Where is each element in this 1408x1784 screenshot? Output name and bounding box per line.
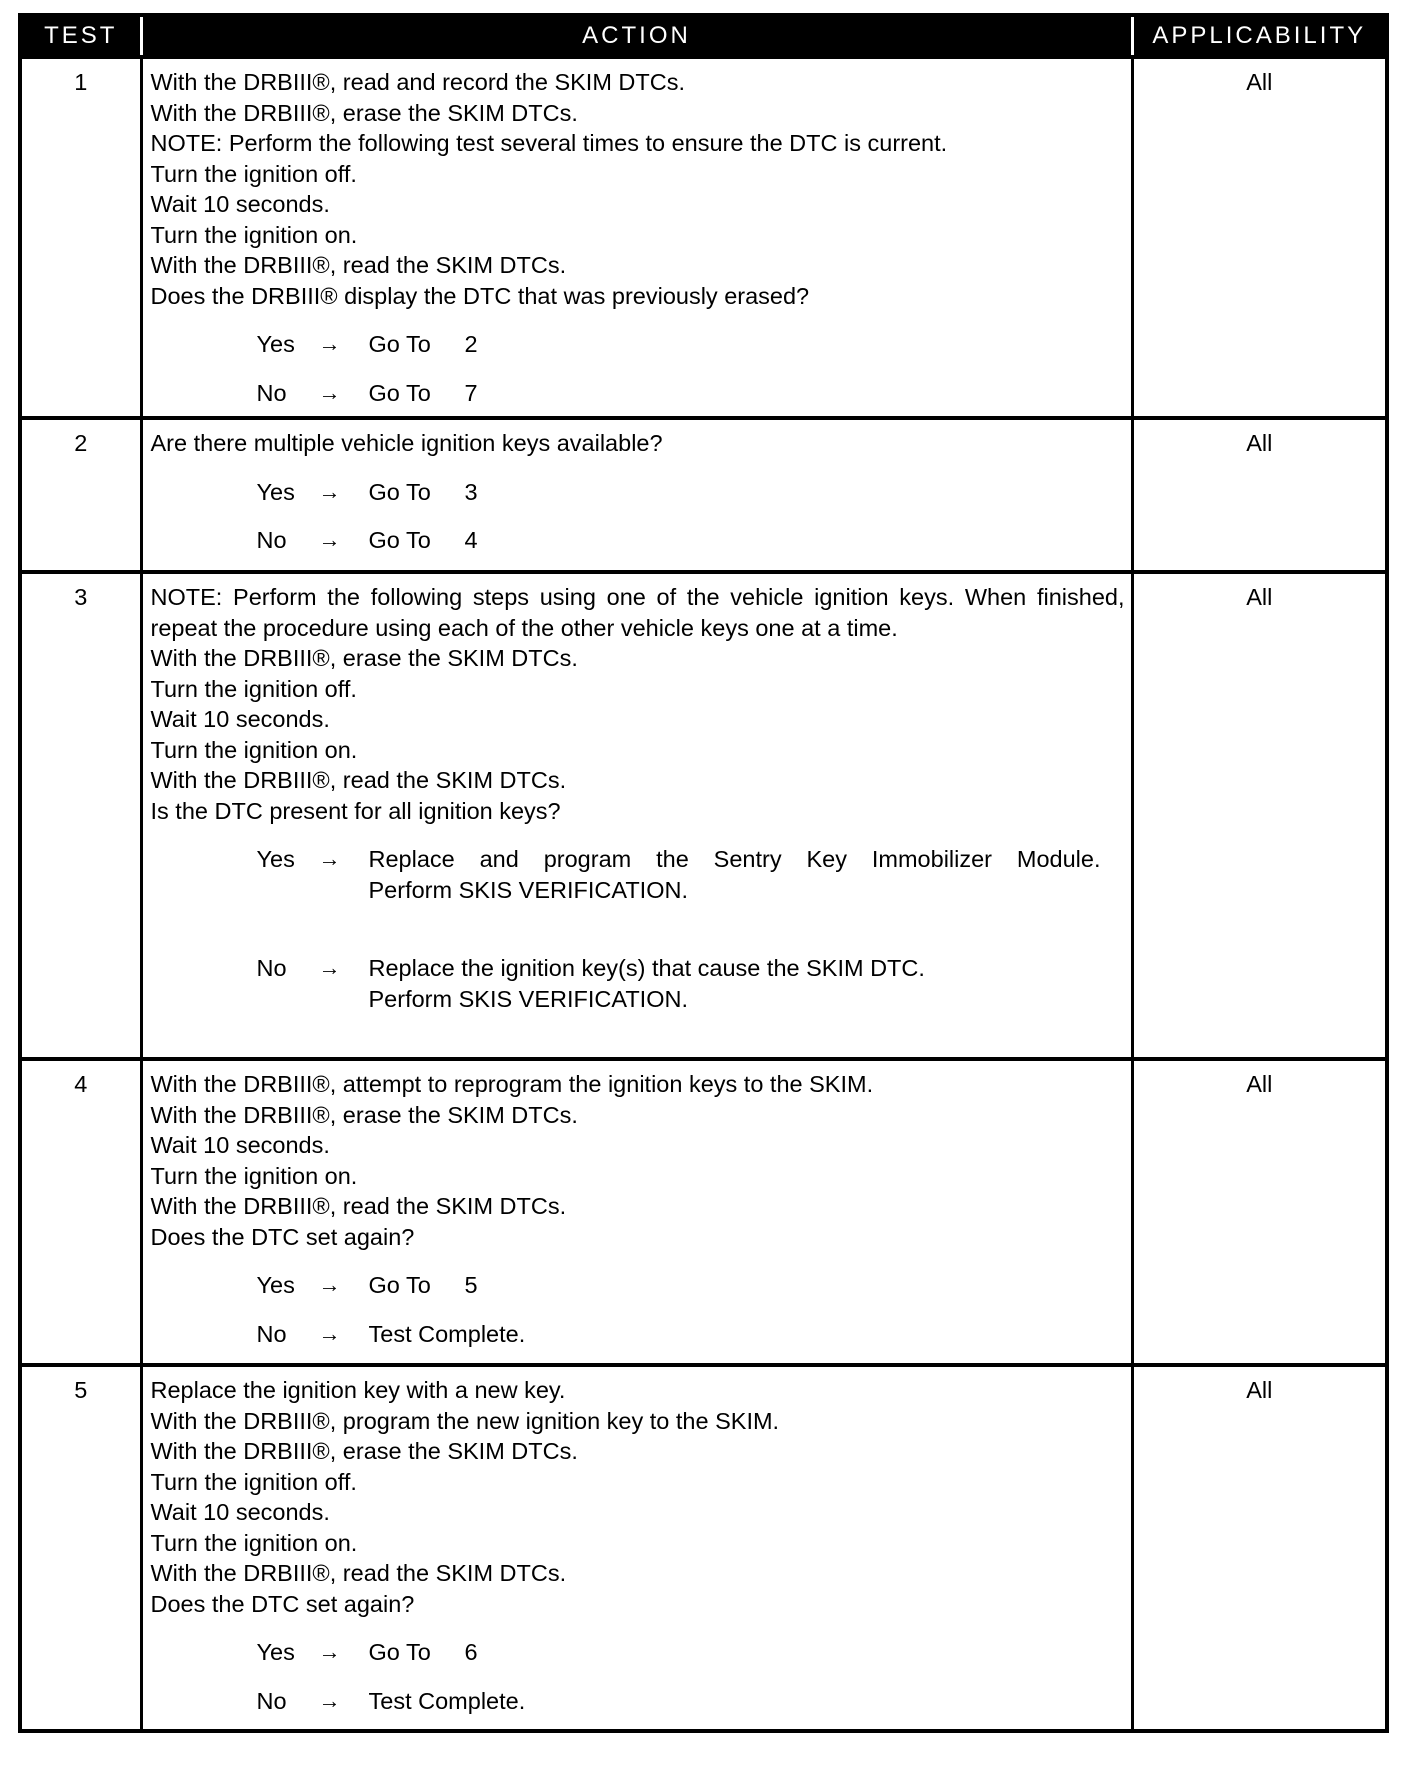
test-action bbox=[141, 1365, 1132, 1731]
answer-label: No bbox=[256, 955, 287, 981]
goto-target: 5 bbox=[464, 1272, 478, 1298]
action-step: With the DRBIII®, read the SKIM DTCs. bbox=[150, 1560, 567, 1586]
action-step: Wait 10 seconds. bbox=[150, 1499, 330, 1525]
answer-no bbox=[257, 378, 1125, 409]
arrow-icon: → bbox=[318, 1687, 341, 1713]
answer-yes bbox=[257, 1637, 1125, 1668]
result-text: Replace and program the Sentry Key Immobilizer Module. bbox=[368, 846, 1101, 872]
action-step: Turn the ignition on. bbox=[150, 736, 358, 763]
test-number: 5 bbox=[20, 1365, 141, 1731]
answer-result bbox=[369, 477, 1125, 508]
goto-label: Go To bbox=[368, 1639, 431, 1665]
table-row bbox=[20, 57, 1387, 418]
action-step: With the DRBIII®, read the SKIM DTCs. bbox=[150, 252, 567, 278]
arrow-icon: → bbox=[318, 1639, 341, 1664]
test-action bbox=[141, 1059, 1132, 1365]
arrow-icon: → bbox=[318, 846, 341, 871]
action-step: Turn the ignition on. bbox=[150, 1162, 358, 1189]
action-question: Does the DTC set again? bbox=[150, 1590, 415, 1617]
answer-result: Test Complete. bbox=[368, 1687, 526, 1714]
answer-result bbox=[369, 844, 1125, 905]
answer-result bbox=[369, 1270, 1125, 1301]
answer-label: Yes bbox=[256, 478, 295, 505]
answer-list bbox=[151, 329, 1125, 408]
diagnostic-test-table bbox=[18, 13, 1389, 1733]
goto-label: Go To bbox=[368, 379, 431, 406]
answer-label: Yes bbox=[256, 846, 295, 872]
test-applicability: All bbox=[1132, 1365, 1387, 1731]
action-step: With the DRBIII®, read the SKIM DTCs. bbox=[150, 767, 567, 793]
arrow-icon: → bbox=[318, 1320, 341, 1346]
goto-label: Go To bbox=[368, 1272, 431, 1298]
action-step: Turn the ignition off. bbox=[150, 675, 357, 702]
table-row bbox=[20, 1365, 1387, 1731]
action-step: Wait 10 seconds. bbox=[150, 191, 330, 217]
answer-no bbox=[257, 1319, 1125, 1350]
action-note: NOTE: Perform the following test several times to ensure the DTC is current. bbox=[150, 130, 948, 156]
header-applicability: APPLICABILITY bbox=[1132, 15, 1387, 57]
table-row bbox=[20, 572, 1387, 1059]
goto-target: 4 bbox=[464, 527, 478, 553]
action-step: Turn the ignition off. bbox=[150, 160, 357, 187]
answer-label: No bbox=[256, 1320, 287, 1347]
answer-list bbox=[151, 1270, 1125, 1349]
action-step: With the DRBIII®, erase the SKIM DTCs. bbox=[150, 1101, 578, 1128]
action-step: With the DRBIII®, attempt to reprogram the ignition keys to the SKIM. bbox=[150, 1071, 874, 1097]
table-header-row bbox=[20, 15, 1387, 57]
action-question: Does the DRBIII® display the DTC that was previously erased? bbox=[150, 282, 810, 309]
test-applicability: All bbox=[1132, 418, 1387, 572]
answer-yes bbox=[257, 1270, 1125, 1301]
goto-target: 7 bbox=[464, 379, 478, 406]
goto-label: Go To bbox=[368, 331, 431, 357]
header-test: TEST bbox=[20, 15, 141, 57]
arrow-icon: → bbox=[318, 955, 341, 980]
answer-yes bbox=[257, 844, 1125, 905]
answer-list bbox=[151, 1637, 1125, 1716]
goto-target: 3 bbox=[464, 478, 478, 505]
test-applicability: All bbox=[1132, 572, 1387, 1059]
result-text: Replace the ignition key(s) that cause the SKIM DTC. bbox=[368, 955, 925, 981]
answer-no bbox=[257, 525, 1125, 556]
answer-no bbox=[257, 1686, 1125, 1717]
action-step: With the DRBIII®, erase the SKIM DTCs. bbox=[150, 99, 578, 126]
answer-result bbox=[369, 329, 1125, 360]
goto-label: Go To bbox=[368, 478, 431, 505]
action-question: Is the DTC present for all ignition keys? bbox=[150, 797, 561, 824]
answer-result bbox=[369, 525, 1125, 556]
answer-label: Yes bbox=[256, 1272, 295, 1298]
arrow-icon: → bbox=[318, 1272, 341, 1297]
result-text: Perform SKIS VERIFICATION. bbox=[368, 876, 688, 903]
answer-result: Test Complete. bbox=[368, 1320, 526, 1347]
table-row bbox=[20, 1059, 1387, 1365]
action-note: NOTE: Perform the following steps using one of the vehicle ignition keys. When finished, repeat the procedure using each of the other vehicle keys one at a time. bbox=[150, 584, 1125, 641]
answer-label: No bbox=[256, 379, 287, 406]
answer-yes bbox=[257, 329, 1125, 360]
answer-yes bbox=[257, 477, 1125, 508]
answer-no bbox=[257, 953, 1125, 1014]
answer-label: Yes bbox=[256, 331, 295, 357]
test-action bbox=[141, 572, 1132, 1059]
arrow-icon: → bbox=[318, 478, 341, 504]
answer-result bbox=[369, 953, 1125, 1014]
answer-label: No bbox=[256, 527, 287, 553]
answer-result bbox=[369, 378, 1125, 409]
action-step: With the DRBIII®, erase the SKIM DTCs. bbox=[150, 645, 578, 671]
test-applicability: All bbox=[1132, 57, 1387, 418]
test-number: 1 bbox=[20, 57, 141, 418]
action-step: With the DRBIII®, read the SKIM DTCs. bbox=[150, 1193, 567, 1219]
arrow-icon: → bbox=[318, 331, 341, 356]
test-number: 3 bbox=[20, 572, 141, 1059]
table-row bbox=[20, 418, 1387, 572]
test-number: 2 bbox=[20, 418, 141, 572]
action-step: Wait 10 seconds. bbox=[150, 1132, 330, 1158]
action-step: With the DRBIII®, read and record the SKIM DTCs. bbox=[150, 69, 685, 95]
test-action bbox=[141, 418, 1132, 572]
action-step: Replace the ignition key with a new key. bbox=[150, 1377, 566, 1403]
result-text: Perform SKIS VERIFICATION. bbox=[368, 985, 688, 1012]
header-action: ACTION bbox=[141, 15, 1132, 57]
test-action bbox=[141, 57, 1132, 418]
action-step: Turn the ignition on. bbox=[150, 221, 358, 248]
answer-label: Yes bbox=[256, 1639, 295, 1665]
action-question: Does the DTC set again? bbox=[150, 1223, 415, 1250]
answer-result bbox=[369, 1637, 1125, 1668]
test-number: 4 bbox=[20, 1059, 141, 1365]
action-step: Turn the ignition off. bbox=[150, 1468, 357, 1495]
action-step: Turn the ignition on. bbox=[150, 1529, 358, 1556]
answer-list bbox=[151, 477, 1125, 556]
action-step: Wait 10 seconds. bbox=[150, 706, 330, 732]
goto-target: 2 bbox=[464, 331, 478, 357]
arrow-icon: → bbox=[318, 379, 341, 405]
answer-label: No bbox=[256, 1687, 287, 1714]
answer-list bbox=[151, 844, 1125, 1014]
arrow-icon: → bbox=[318, 527, 341, 552]
action-step: With the DRBIII®, program the new ignition key to the SKIM. bbox=[150, 1407, 780, 1434]
goto-label: Go To bbox=[368, 527, 431, 553]
goto-target: 6 bbox=[464, 1639, 478, 1665]
action-step: With the DRBIII®, erase the SKIM DTCs. bbox=[150, 1438, 578, 1464]
test-applicability: All bbox=[1132, 1059, 1387, 1365]
action-question: Are there multiple vehicle ignition keys available? bbox=[150, 430, 663, 456]
